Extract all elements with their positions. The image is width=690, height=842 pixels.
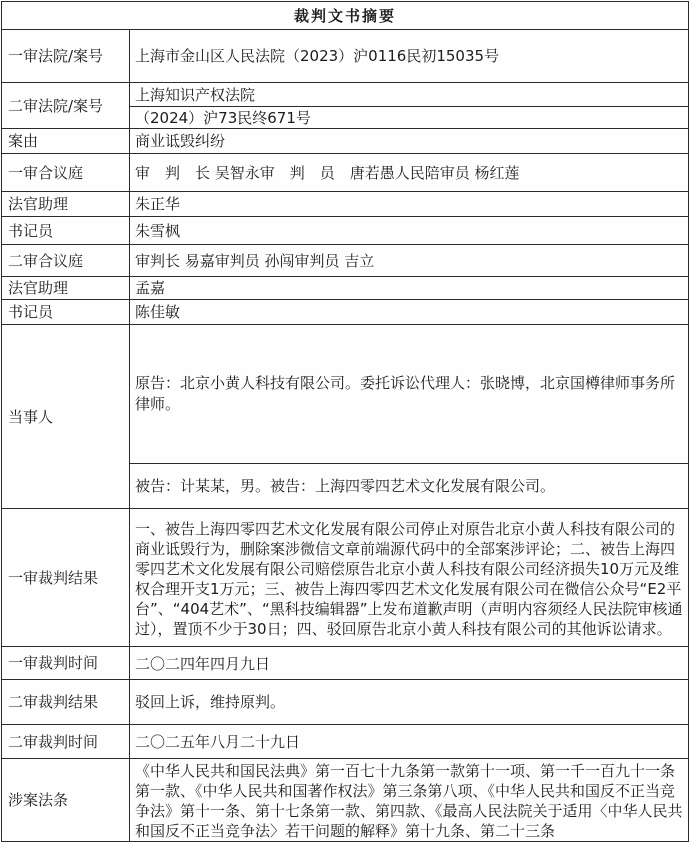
document-title: 裁判文书摘要 [2,2,689,30]
law-clerk-1-value: 朱正华 [130,192,689,217]
first-instance-date-value: 二〇二四年四月九日 [130,647,689,680]
second-instance-result-label: 二审裁判结果 [2,680,130,725]
row-court-clerk-1 [2,217,689,245]
statutes-label: 涉案法条 [2,759,130,842]
plaintiff-info: 原告：北京小黄人科技有限公司。委托诉讼代理人：张晓博，北京国樽律师事务所律师。 [130,325,688,464]
first-instance-panel-value: 审 判 长 吴智永审 判 员 唐若愚人民陪审员 杨红莲 [130,154,689,192]
law-clerk-2-label: 法官助理 [2,277,130,300]
row-second-instance-date [2,725,689,759]
court-clerk-2-label: 书记员 [2,300,130,325]
row-court-clerk-2 [2,300,689,325]
cause-of-action-value: 商业诋毁纠纷 [130,129,689,154]
defendant-info: 被告：计某某，男。被告：上海四零四艺术文化发展有限公司。 [135,477,556,495]
row-second-instance-panel [2,245,689,277]
row-second-court-case-no [2,83,689,129]
first-court-case-no-value: 上海市金山区人民法院（2023）沪0116民初15035号 [130,30,689,83]
row-cause-of-action [2,129,689,154]
first-instance-panel-label: 一审合议庭 [2,154,130,192]
first-court-case-no-label: 一审法院/案号 [2,30,130,83]
court-clerk-2-value: 陈佳敏 [130,300,689,325]
row-law-clerk-2 [2,277,689,300]
row-first-instance-panel [2,154,689,192]
row-first-instance-date [2,647,689,680]
parties-label: 当事人 [2,325,130,509]
second-instance-result-value: 驳回上诉，维持原判。 [130,680,689,725]
row-second-instance-result [2,680,689,725]
cause-of-action-label: 案由 [2,129,130,154]
judgment-summary-table [1,1,689,842]
row-parties [2,325,689,509]
row-first-instance-result [2,509,689,647]
court-clerk-1-value: 朱雪枫 [130,217,689,245]
second-instance-date-value: 二〇二五年八月二十九日 [130,725,689,759]
row-statutes [2,759,689,842]
second-court-case-no-label: 二审法院/案号 [2,83,130,129]
second-court-case-no-value [130,83,689,129]
law-clerk-1-label: 法官助理 [2,192,130,217]
statutes-value: 《中华人民共和国民法典》第一百七十九条第一款第十一项、第一千一百九十一条第一款、《中华人民共和国著作权法》第三条第八项、《中华人民共和国反不正当竞争法》第十一条、第十七条第一款、第四款、《最高人民法院关于适用〈中华人民共和国反不正当竞争法〉若干问题的解释》第十九条、第二十三条 [130,759,689,842]
first-instance-result-label: 一审裁判结果 [2,509,130,647]
row-first-court-case-no [2,30,689,83]
first-instance-result-value: 一、被告上海四零四艺术文化发展有限公司停止对原告北京小黄人科技有限公司的商业诋毁行为，删除案涉微信文章前端源代码中的全部案涉评论；二、被告上海四零四艺术文化发展有限公司赔偿原告北京小黄人科技有限公司经济损失10万元及维权合理开支1万元；三、被告上海四零四艺术文化发展有限公司在微信公众号“E2平台”、“404艺术”、“黑科技编辑器”上发布道歉声明（声明内容须经人民法院审核通过），置顶不少于30日；四、驳回原告北京小黄人科技有限公司的其他诉讼请求。 [130,509,689,647]
second-case-number: （2024）沪73民终671号 [135,108,311,127]
second-instance-panel-value: 审判长 易嘉审判员 孙闯审判员 吉立 [130,245,689,277]
parties-value [130,325,689,509]
court-clerk-1-label: 书记员 [2,217,130,245]
row-title [2,2,689,30]
second-instance-panel-label: 二审合议庭 [2,245,130,277]
second-instance-date-label: 二审裁判时间 [2,725,130,759]
second-court-name: 上海知识产权法院 [130,83,688,107]
law-clerk-2-value: 孟嘉 [130,277,689,300]
row-law-clerk-1 [2,192,689,217]
first-instance-date-label: 一审裁判时间 [2,647,130,680]
